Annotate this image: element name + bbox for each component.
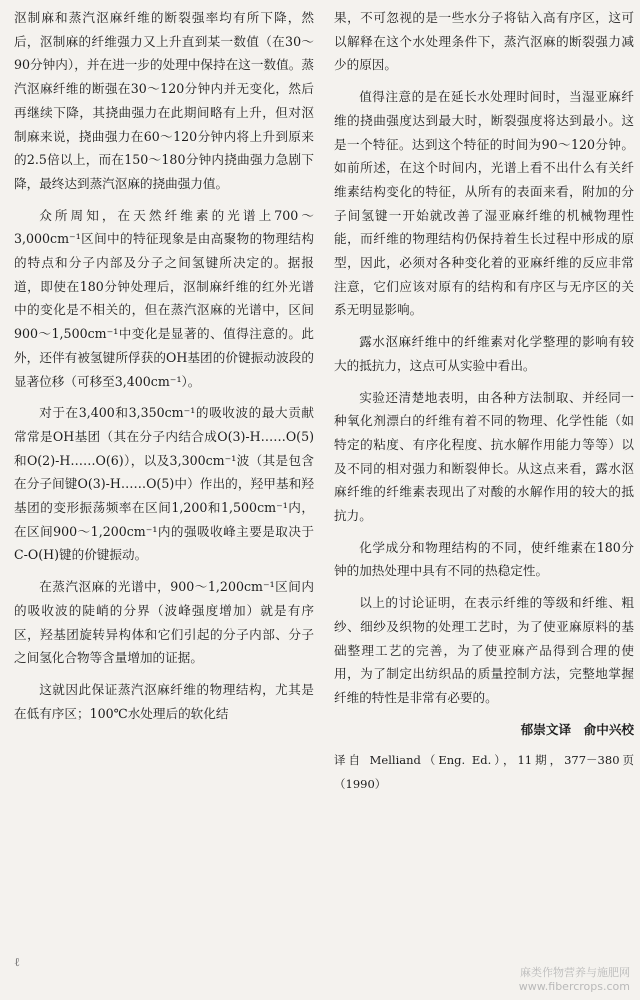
source-citation: 译自 Melliand（Eng. Ed.），11期，377－380页（1990）	[334, 753, 634, 792]
paragraph: 这就因此保证蒸汽沤麻纤维的物理结构，尤其是在低有序区；100℃水处理后的软化结	[14, 681, 314, 721]
paragraph: 值得注意的是在延长水处理时间时，当湿亚麻纤维的挠曲强度达到最大时，断裂强度将达到最小。这是一个特征。达到这个特征的时间为90～120分钟。如前所述，在这个时间内，光谱上看不出什么有关纤维素结构变化的特征，从所有的表面来看，附加的分子间氢键一开始就改善了湿亚麻纤维的机械物理性能，而纤维的物理结构仍保持着生长过程中形成的原型，因此，必须对各种变化着的亚麻纤维的反应非常注意，它们应该对原有的结构和有序区与无序区的关系无明显影响。	[334, 89, 634, 318]
paragraph: 沤制麻和蒸汽沤麻纤维的断裂强率均有所下降，然后，沤制麻的纤维强力又上升直到某一数值（在30～90分钟内），并在进一步的处理中保持在这一数值。蒸汽沤麻纤维的断强在30～120分钟内并无变化，然后再继续下降，其挠曲强力在此期间略有上升，但对沤制麻来说，挠曲强力在60～120分钟内将上升到原来的2.5倍以上，而在150～180分钟内挠曲强力急剧下降，最终达到蒸汽沤麻的挠曲强力值。	[14, 10, 314, 191]
paragraph: 实验还清楚地表明，由各种方法制取、并经同一种氧化剂漂白的纤维有着不同的物理、化学性能（如特定的粘度、有序化程度、抗水解作用能力等等）以及不同的相对强力和断裂伸长。从这点来看，露水沤麻纤维的纤维素表现出了对酸的水解作用的较大的抵抗力。	[334, 389, 634, 524]
paragraph: 果，不可忽视的是一些水分子将钻入高有序区，这可以解释在这个水处理条件下，蒸汽沤麻的断裂强力减少的原因。	[334, 10, 634, 73]
watermark-url: www.fibercrops.com	[518, 980, 630, 993]
watermark-site-name: 麻类作物营养与施肥网	[520, 966, 630, 979]
page-mark: ℓ	[14, 955, 20, 969]
watermark	[519, 966, 630, 994]
paragraph: 众所周知，在天然纤维素的光谱上700～3,000cm⁻¹区间中的特征现象是由高聚物的物理结构的特点和分子内部及分子之间氢键所决定的。据报道，即使在180分钟处理后，沤制麻纤维的红外光谱中的变化是不相关的，但在蒸汽沤麻的光谱中，区间900～1,500cm⁻¹中变化是显著的、值得注意的。此外，还伴有被氢键所俘获的OH基团的价键振动波段的显著位移（可移至3,400cm⁻¹）。	[14, 207, 314, 389]
paragraph: 对于在3,400和3,350cm⁻¹的吸收波的最大贡献常常是OH基团（其在分子内结合成O(3)-H……O(5)和O(2)-H……O(6)），以及3,300cm⁻¹波（其是包含在分子间键O(3)-H……O(5)中）作出的，羟甲基和羟基团的变形振荡频率在区间1,200和1,500cm⁻¹内，在区间900～1,200cm⁻¹内的强吸收峰主要是取决于C-O(H)键的价键振动。	[14, 405, 314, 563]
right-column	[334, 6, 634, 805]
paragraph: 在蒸汽沤麻的光谱中，900～1,200cm⁻¹区间内的吸收波的陡峭的分界（波峰强度增加）就是有序区，羟基团旋转异构体和它们引起的分子内部、分子之间氢化合物等含量增加的证据。	[14, 579, 314, 666]
paragraph: 以上的讨论证明，在表示纤维的等级和纤维、粗纱、细纱及织物的处理工艺时，为了使亚麻原料的基础整理工艺的完善，为了使亚麻产品得到合理的使用，为了制定出纺织品的质量控制方法，完整地掌握纤维的特性是非常有必要的。	[334, 595, 634, 705]
left-column	[14, 6, 314, 733]
paragraph: 化学成分和物理结构的不同，使纤维素在180分钟的加热处理中具有不同的热稳定性。	[334, 539, 634, 579]
translator-credits: 郁崇文译 俞中兴校	[520, 721, 634, 737]
paragraph: 露水沤麻纤维中的纤维素对化学整理的影响有较大的抵抗力，这点可从实验中看出。	[334, 334, 634, 373]
